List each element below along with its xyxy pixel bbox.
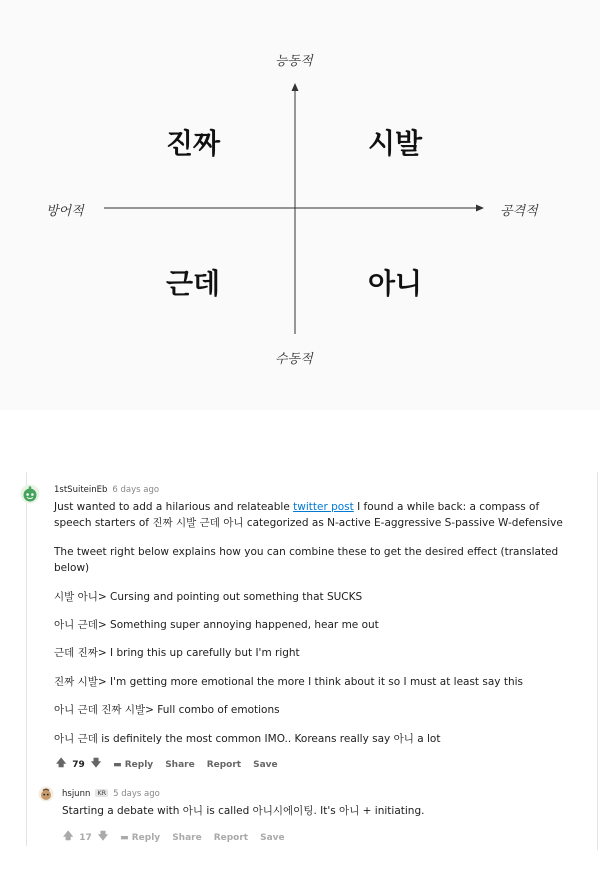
comment-vote-count: 79 (72, 759, 85, 770)
comment-bubble-icon: ▬ (113, 759, 122, 770)
comment-para-4: 아니 근데> Something super annoying happened, hear me out (54, 619, 379, 631)
reply-bubble-icon: ▬ (120, 832, 129, 843)
axis-label-active: 능동적 (275, 54, 313, 69)
thread-right-border (597, 472, 598, 850)
right-arrowhead (476, 205, 484, 212)
comment-reply-button[interactable]: ▬ Reply (113, 759, 154, 770)
reply-vote-count: 17 (79, 832, 92, 843)
reply-avatar[interactable] (38, 786, 54, 802)
comment-report-button[interactable]: Report (206, 759, 242, 770)
up-arrowhead (292, 83, 299, 91)
quadrant-top-left: 진짜 (166, 127, 221, 160)
reply-downvote-arrow-icon[interactable]: 🡇 (97, 831, 109, 842)
upvote-arrow-icon[interactable]: 🡅 (56, 758, 67, 769)
reply-avatar-icon (38, 786, 54, 802)
comment-para-1: Just wanted to add a hilarious and relateable twitter post I found a while back: a compass of speech starters of 진짜 시발 근데 아니 categorized as N-active E-aggressive S-passive W-defensive (54, 501, 563, 529)
comment-share-button[interactable]: Share (165, 759, 195, 770)
comment-vote (56, 756, 101, 773)
reply-upvote-arrow-icon[interactable]: 🡅 (63, 831, 74, 842)
reply-age[interactable]: 5 days ago (113, 789, 160, 799)
comment-age[interactable]: 6 days ago (112, 485, 160, 495)
axis-label-defensive: 방어적 (46, 204, 84, 219)
reply-report-button[interactable]: Report (213, 832, 249, 843)
quadrant-bottom-right: 아니 (368, 267, 423, 300)
comment-username[interactable]: 1stSuiteinEb (54, 485, 108, 495)
axis-label-passive: 수동적 (275, 352, 313, 367)
twitter-post-link[interactable]: twitter post (293, 501, 354, 513)
reply-reply-button[interactable]: ▬ Reply (120, 832, 161, 843)
comment-actions (56, 756, 278, 773)
comment-meta (54, 485, 159, 495)
reply-flair: KR (97, 789, 107, 797)
reply-share-button[interactable]: Share (172, 832, 202, 843)
speech-compass-diagram (0, 0, 600, 410)
axis-label-aggressive: 공격적 (500, 204, 538, 219)
reply-meta (62, 789, 160, 799)
quadrant-top-right: 시발 (368, 127, 423, 160)
reply-username[interactable]: hsjunn (62, 789, 91, 799)
comment-para-8: 아니 근데 is definitely the most common IMO.. Koreans really say 아니 a lot (54, 733, 441, 745)
comment-para-5: 근데 진짜> I bring this up carefully but I'm right (54, 647, 300, 659)
reply-vote (63, 829, 108, 846)
comment-para-3: 시발 아니> Cursing and pointing out something that SUCKS (54, 591, 363, 603)
snoo-avatar-icon (20, 484, 40, 504)
quadrant-bottom-left: 근데 (166, 267, 221, 300)
comment-para-2: The tweet right below explains how you can combine these to get the desired effect (translated below) (54, 546, 559, 574)
downvote-arrow-icon[interactable]: 🡇 (90, 758, 102, 769)
thread-line[interactable] (26, 472, 27, 846)
commenter-avatar[interactable] (20, 484, 40, 504)
comment-body (54, 499, 574, 531)
reply-body: Starting a debate with 아니 is called 아니시에이팅. It's 아니 + initiating. (62, 805, 425, 817)
reply-save-button[interactable]: Save (260, 832, 285, 843)
comment-para-7: 아니 근데 진짜 시발> Full combo of emotions (54, 704, 280, 716)
comment-para-6: 진짜 시발> I'm getting more emotional the more I think about it so I must at least say this (54, 676, 524, 688)
reply-actions (63, 829, 285, 846)
comment-save-button[interactable]: Save (253, 759, 278, 770)
